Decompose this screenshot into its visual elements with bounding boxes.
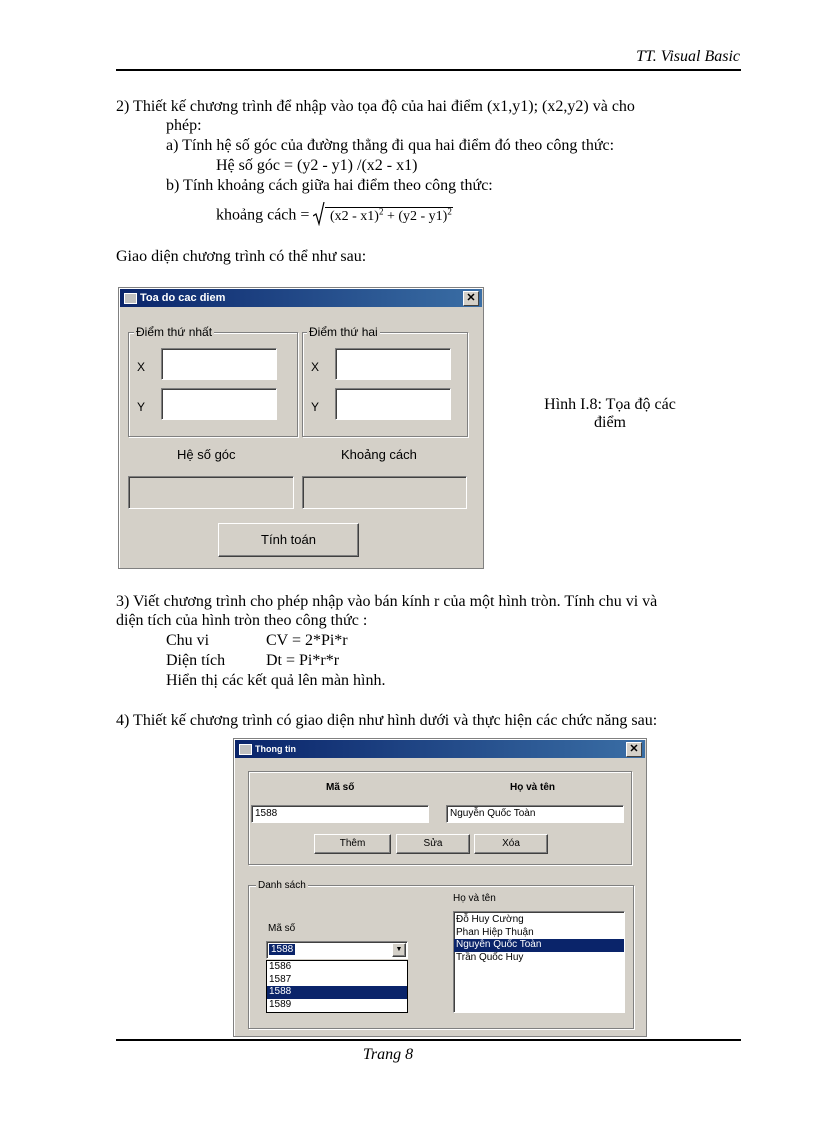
- q2-part-a: a) Tính hệ số góc của đường thẳng đi qua hai điểm đó theo công thức:: [166, 137, 615, 154]
- ma-so-option-selected[interactable]: 1588: [267, 986, 407, 999]
- y1-label: Y: [137, 400, 146, 414]
- list-ma-so-label: Mã số: [268, 923, 296, 934]
- ho-ten-input[interactable]: Nguyễn Quốc Toàn: [446, 805, 624, 823]
- add-button[interactable]: Thêm: [314, 834, 391, 854]
- header-rule: [116, 69, 741, 71]
- q2-part-b: b) Tính khoảng cách giữa hai điểm theo công thức:: [166, 177, 493, 194]
- q2-line2: phép:: [166, 117, 202, 134]
- figure-caption: [520, 396, 700, 432]
- distance-output: [302, 476, 467, 509]
- sqrt-body: [325, 207, 452, 224]
- q2-formula-distance: [216, 202, 453, 226]
- chu-vi-formula: CV = 2*Pi*r: [266, 632, 348, 649]
- distance-label: Khoảng cách: [341, 447, 417, 462]
- q3-line1: 3) Viết chương trình cho phép nhập vào bán kính r của một hình tròn. Tính chu vi và: [116, 593, 658, 610]
- ma-so-header: Mã số: [326, 782, 355, 793]
- y1-input[interactable]: [161, 388, 277, 420]
- q3-display: Hiển thị các kết quả lên màn hình.: [166, 672, 386, 689]
- second-point-group-title: Điểm thứ hai: [309, 325, 378, 339]
- chu-vi-label: Chu vi: [166, 632, 210, 649]
- sqrt-sign: [313, 206, 325, 226]
- name-list-item-selected[interactable]: Nguyễn Quốc Toàn: [454, 939, 624, 952]
- slope-output: [128, 476, 294, 509]
- distance-term-x: (x2 - x1): [329, 208, 379, 224]
- ma-so-dropdown[interactable]: [266, 960, 408, 1013]
- header-title: TT. Visual Basic: [636, 48, 740, 65]
- window-app-icon: [124, 293, 137, 304]
- exponent-x: 2: [378, 206, 384, 216]
- list-frame-title: Danh sách: [258, 880, 306, 891]
- q3-line2: diện tích của hình tròn theo công thức :: [116, 612, 368, 629]
- close-icon[interactable]: ✕: [626, 742, 642, 757]
- coordinates-window-titlebar[interactable]: [120, 289, 482, 307]
- name-list-item[interactable]: Đỗ Huy Cường: [456, 914, 524, 925]
- edit-button[interactable]: Sửa: [396, 834, 470, 854]
- first-point-group-title: Điểm thứ nhất: [136, 325, 213, 339]
- list-ho-ten-label: Họ và tên: [453, 893, 496, 904]
- names-listbox[interactable]: [453, 911, 625, 1013]
- q4-line1: 4) Thiết kế chương trình có giao diện như hình dưới và thực hiện các chức năng sau:: [116, 712, 658, 729]
- info-window-titlebar[interactable]: [235, 740, 645, 758]
- window-app-icon: [239, 744, 252, 755]
- ma-so-combo[interactable]: [266, 941, 408, 959]
- name-list-item[interactable]: Phan Hiệp Thuận: [456, 926, 534, 938]
- figure-caption-line2: điểm: [594, 414, 626, 431]
- ho-ten-header: Họ và tên: [510, 782, 556, 793]
- close-icon[interactable]: ✕: [463, 291, 479, 306]
- info-window: [233, 738, 647, 1037]
- dien-tich-formula: Dt = Pi*r*r: [266, 652, 340, 669]
- coordinates-window: [118, 287, 484, 569]
- ma-so-option[interactable]: 1586: [269, 961, 292, 972]
- x1-label: X: [137, 360, 146, 374]
- plus-sign: +: [386, 208, 395, 224]
- chevron-down-icon[interactable]: ▼: [392, 943, 406, 957]
- ma-so-input[interactable]: 1588: [251, 805, 429, 823]
- dien-tich-label: Diện tích: [166, 652, 226, 669]
- ma-so-option[interactable]: 1589: [269, 998, 292, 1010]
- page-number: Trang 8: [362, 1046, 414, 1063]
- q2-formula-slope: Hệ số góc = (y2 - y1) /(x2 - x1): [216, 157, 418, 174]
- q2-line1: 2) Thiết kế chương trình để nhập vào tọa độ của hai điểm (x1,y1); (x2,y2) và cho: [116, 98, 635, 115]
- y2-label: Y: [311, 400, 320, 414]
- q2-intro: Giao diện chương trình có thể như sau:: [116, 248, 367, 265]
- name-list-item[interactable]: Trần Quốc Huy: [456, 951, 524, 963]
- coordinates-window-title: Toa do cac diem: [140, 292, 226, 304]
- footer-rule: [116, 1039, 741, 1041]
- distance-label: khoảng cách =: [216, 206, 310, 224]
- x2-input[interactable]: [335, 348, 451, 380]
- compute-button[interactable]: Tính toán: [218, 523, 359, 557]
- slope-label: Hệ số góc: [177, 447, 236, 462]
- figure-caption-line1: Hình I.8: Tọa độ các: [544, 396, 676, 413]
- y2-input[interactable]: [335, 388, 451, 420]
- info-window-title: Thong tin: [255, 744, 296, 754]
- ma-so-combo-value: 1588: [271, 944, 294, 955]
- distance-term-y: (y2 - y1): [398, 208, 448, 224]
- exponent-y: 2: [447, 206, 452, 216]
- x2-label: X: [311, 360, 320, 374]
- x1-input[interactable]: [161, 348, 277, 380]
- delete-button[interactable]: Xóa: [474, 834, 548, 854]
- ma-so-option[interactable]: 1587: [269, 973, 292, 985]
